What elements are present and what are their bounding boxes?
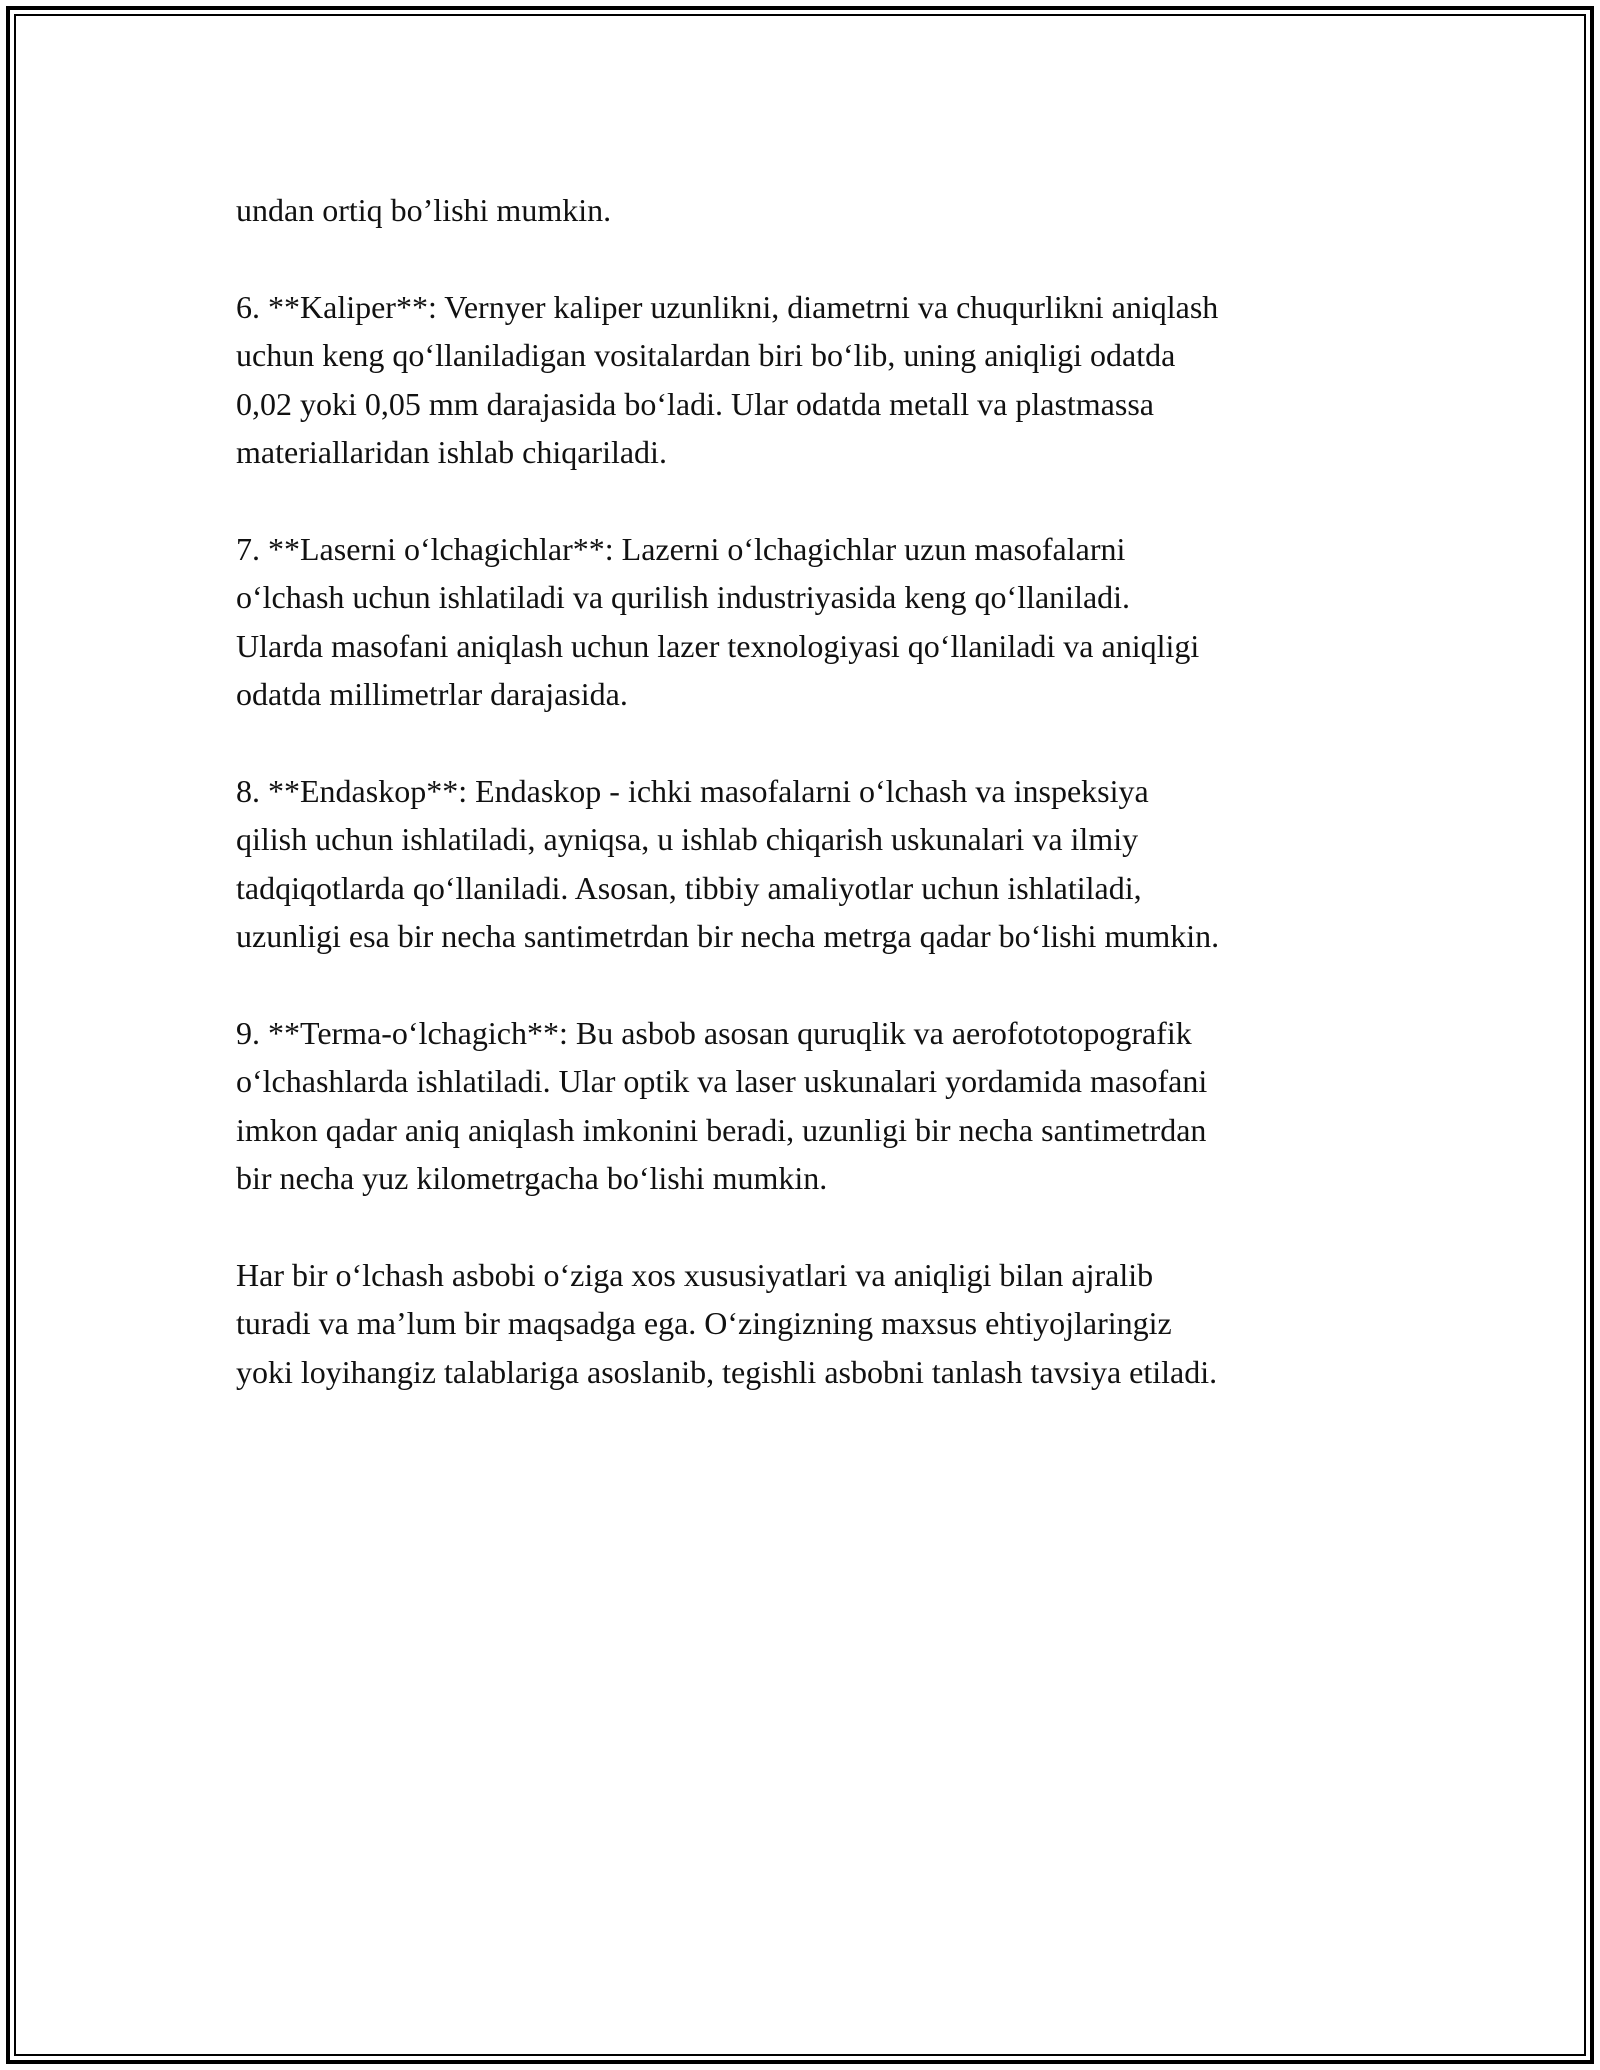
- text-line: 9. **Terma-o‘lchagich**: Bu asbob asosan quruqlik va aerofototopografik: [236, 1014, 1192, 1051]
- text-line: yoki loyihangiz talablariga asoslanib, tegishli asbobni tanlash tavsiya etiladi.: [236, 1353, 1218, 1390]
- text-line: Ularda masofani aniqlash uchun lazer texnologiyasi qo‘llaniladi va aniqligi: [236, 627, 1200, 664]
- text-line: materiallaridan ishlab chiqariladi.: [236, 434, 667, 471]
- text-line: turadi va ma’lum bir maqsadga ega. O‘zingizning maxsus ehtiyojlaringiz: [236, 1305, 1172, 1342]
- text-line: Har bir o‘lchash asbobi o‘ziga xos xususiyatlari va aniqligi bilan ajralib: [236, 1256, 1154, 1293]
- paragraph-conclusion: [236, 1251, 1386, 1396]
- text-line: o‘lchash uchun ishlatiladi va qurilish industriyasida keng qo‘llaniladi.: [236, 579, 1131, 616]
- text-line: imkon qadar aniq aniqlash imkonini beradi, uzunligi bir necha santimetrdan: [236, 1111, 1207, 1148]
- text-line: o‘lchashlarda ishlatiladi. Ular optik va laser uskunalari yordamida masofani: [236, 1063, 1208, 1100]
- text-line: bir necha yuz kilometrgacha bo‘lishi mumkin.: [236, 1160, 828, 1197]
- text-line: tadqiqotlarda qo‘llaniladi. Asosan, tibbiy amaliyotlar uchun ishlatiladi,: [236, 869, 1142, 906]
- text-line: 7. **Laserni o‘lchagichlar**: Lazerni o‘lchagichlar uzun masofalarni: [236, 530, 1126, 567]
- text-line: undan ortiq bo’lishi mumkin.: [236, 192, 612, 228]
- text-line: odatda millimetrlar darajasida.: [236, 676, 628, 713]
- paragraph-terma: [236, 1009, 1386, 1203]
- text-line: 0,02 yoki 0,05 mm darajasida bo‘ladi. Ular odatda metall va plastmassa: [236, 385, 1154, 422]
- text-line: uzunligi esa bir necha santimetrdan bir necha metrga qadar bo‘lishi mumkin.: [236, 918, 1220, 955]
- text-line: qilish uchun ishlatiladi, ayniqsa, u ishlab chiqarish uskunalari va ilmiy: [236, 821, 1139, 858]
- paragraph-kaliper: [236, 283, 1386, 477]
- text-line: 6. **Kaliper**: Vernyer kaliper uzunlikni, diametrni va chuqurlikni aniqlash: [236, 288, 1219, 325]
- paragraph-continuation: [236, 186, 1386, 234]
- text-line: 8. **Endaskop**: Endaskop - ichki masofalarni o‘lchash va inspeksiya: [236, 772, 1149, 809]
- document-body: [236, 186, 1386, 1444]
- text-line: uchun keng qo‘llaniladigan vositalardan biri bo‘lib, uning aniqligi odatda: [236, 337, 1176, 374]
- paragraph-endaskop: [236, 767, 1386, 961]
- paragraph-laser: [236, 525, 1386, 719]
